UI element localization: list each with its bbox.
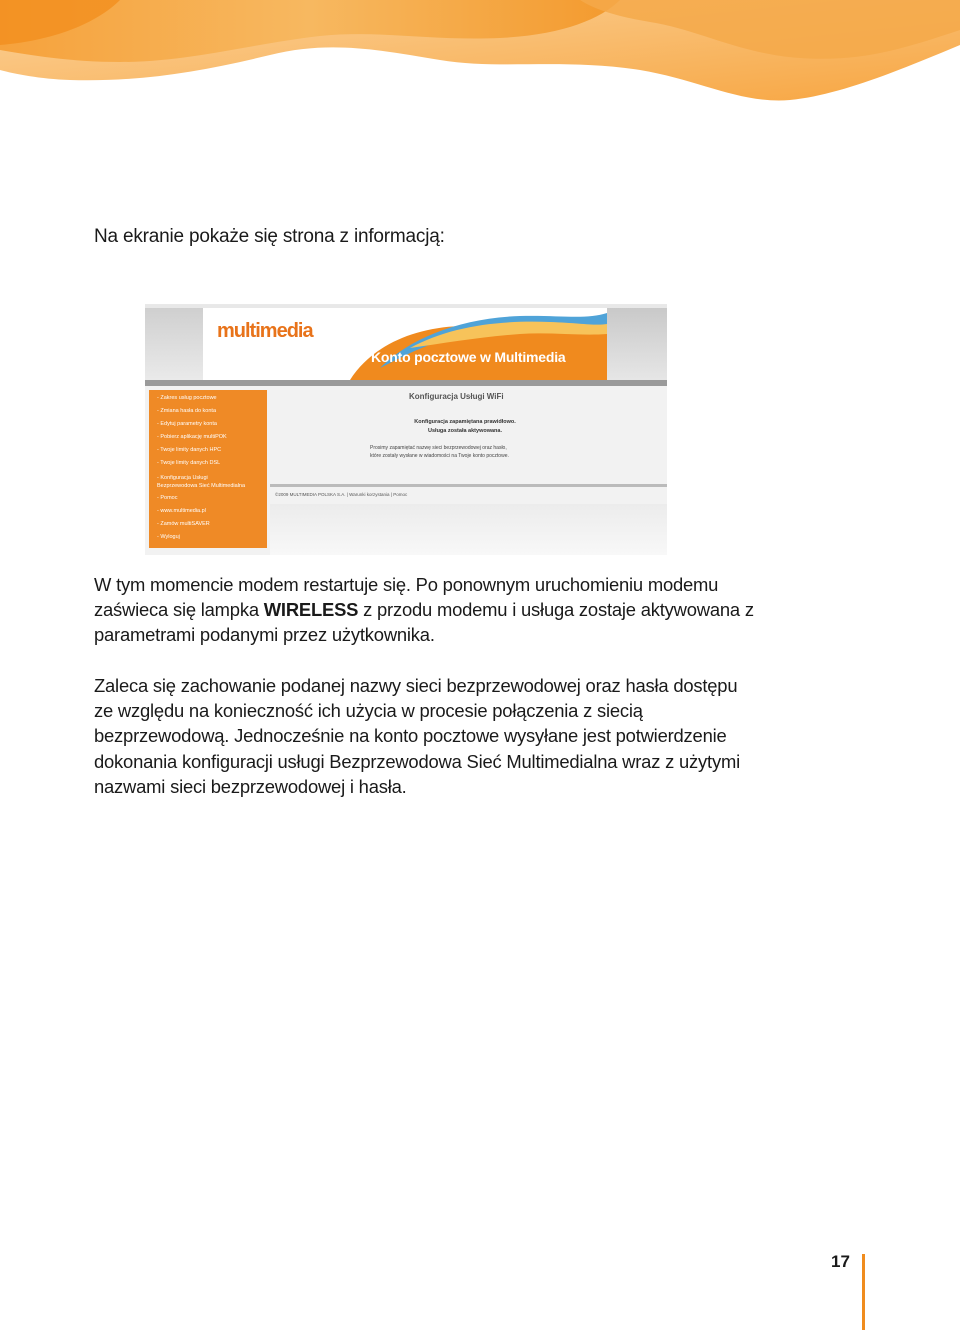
- screenshot-bottom: [270, 504, 667, 555]
- wireless-label: WIRELESS: [263, 599, 359, 621]
- message-line: Usługa została aktywowana.: [428, 428, 502, 434]
- screenshot-banner: [350, 308, 607, 380]
- paragraph-restart: W tym momencie modem restartuje się. Po ponownym uruchomieniu modemu zaświeca się lampka WIRELESS z przodu modemu i usługa zostaje aktywowana z parametrami podanymi przez użytkownika.: [94, 574, 754, 646]
- menu-item[interactable]: - www.multimedia.pl: [157, 507, 206, 514]
- screenshot-divider: [145, 380, 667, 386]
- screenshot-sidebar-menu: [149, 390, 267, 548]
- screenshot-header-right: [607, 308, 667, 380]
- menu-item[interactable]: - Edytuj parametry konta: [157, 421, 217, 428]
- screenshot-footer: ©2009 MULTIMEDIA POLSKA S.A. | Warunki korzystania | Pomoc: [275, 492, 408, 497]
- page-number-accent-bar: [862, 1254, 865, 1330]
- menu-item[interactable]: - Twoje limity danych HPC: [157, 447, 222, 454]
- note-line: Prosimy zapamiętać nazwę sieci bezprzewodowej oraz hasło,: [370, 445, 507, 451]
- header-decoration: [0, 0, 960, 110]
- screenshot-header-left: [145, 308, 203, 380]
- menu-item[interactable]: - Pobierz aplikację multiPOK: [157, 434, 227, 441]
- message-line: Konfiguracja zapamiętana prawidłowo.: [414, 419, 516, 425]
- footer-divider: [270, 484, 667, 487]
- paragraph-recommendation: Zaleca się zachowanie podanej nazwy sieci bezprzewodowej oraz hasła dostępu ze względu na konieczność ich użycia w procesie połączenia z siecią bezprzewodową. Jednocześnie na konto pocztowe wysyłane jest potwierdzenie dokonania konfiguracji usługi Bezprzewodowa Sieć Multimedialna wraz z użytymi nazwami sieci bezprzewodowej i hasła.: [94, 675, 740, 797]
- page-number: 17: [831, 1252, 850, 1271]
- intro-text: Na ekranie pokaże się strona z informacją:: [94, 226, 445, 247]
- menu-item[interactable]: - Zakres usług pocztowe: [157, 395, 217, 401]
- wifi-config-title: Konfiguracja Usługi WiFi: [409, 392, 504, 401]
- menu-item[interactable]: Bezprzewodowa Sieć Multimedialna: [157, 482, 246, 489]
- menu-item[interactable]: - Konfiguracja Usługi: [157, 474, 208, 481]
- multimedia-logo: multimedia: [217, 320, 313, 342]
- note-line: które zostały wysłane w wiadomości na Twoje konto pocztowe.: [370, 453, 509, 459]
- embedded-screenshot: [145, 304, 667, 555]
- menu-item[interactable]: - Pomoc: [157, 494, 178, 501]
- menu-item[interactable]: - Zmiana hasła do konta: [157, 408, 217, 415]
- info-note: [370, 444, 580, 460]
- confirmation-message: [395, 418, 535, 436]
- menu-item[interactable]: - Twoje limity danych DSL: [157, 460, 221, 467]
- menu-item[interactable]: - Zamów multiSAVER: [157, 520, 210, 527]
- menu-item[interactable]: - Wyloguj: [157, 533, 180, 540]
- banner-title: Konto pocztowe w Multimedia: [371, 349, 566, 365]
